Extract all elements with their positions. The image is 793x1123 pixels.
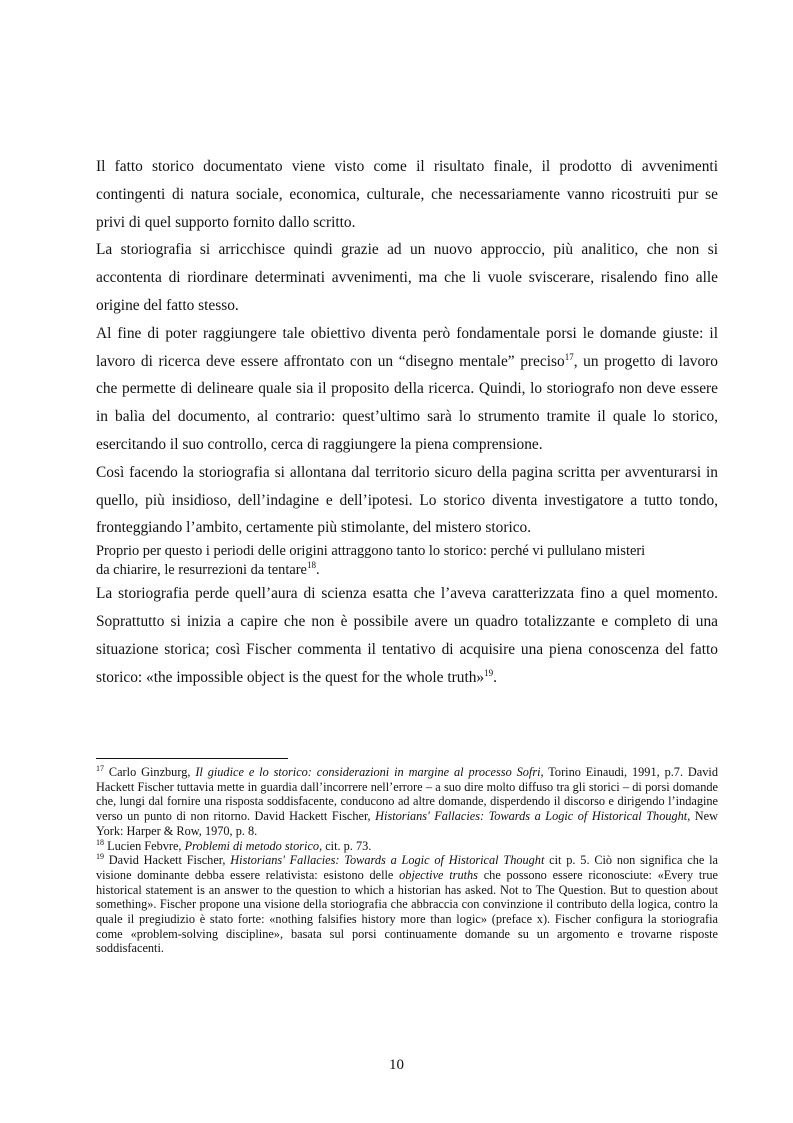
footnote-ref-17: 17 — [564, 351, 574, 362]
paragraph-5-text: La storiografia perde quell’aura di scienza esatta che l’aveva caratterizzata fino a quel momento. Soprattutto si inizia a capire che non è possibile avere un quadro totalizzante e completo di una situazione storica; così Fischer commenta il tentativo di acquisire una piena conoscenza del fatto storico: «the impossible object is the quest for the whole truth» — [96, 585, 718, 686]
footnote-ref-19: 19 — [484, 667, 494, 678]
footnote-19-number: 19 — [96, 852, 104, 862]
block-quote — [96, 542, 652, 580]
footnote-17-title-2: Historians' Fallacies: Towards a Logic of Historical Thought — [375, 809, 688, 824]
footnote-17-rest: , Torino Einaudi, 1991, p.7. David Hackett Fischer tuttavia mette in guardia dall’incorrere nell’errore – a suo dire molto diffuso tra gli storici – di porsi domande che, lungi dal fornire una risposta soddisfacente, conducono ad altre domande, disperdendo il discorso e dirigendo l’indagine verso un punto di non ritorno. David Hackett Fischer, — [96, 765, 718, 824]
footnote-19-title: Historians' Fallacies: Towards a Logic of Historical Thought — [230, 853, 545, 868]
footnotes — [96, 765, 718, 956]
block-quote-end: . — [315, 562, 320, 579]
page-number: 10 — [389, 1057, 404, 1073]
footnote-19-author: David Hackett Fischer, — [104, 853, 231, 868]
block-quote-text: Proprio per questo i periodi delle origini attraggono tanto lo storico: perché vi pullulano misteri da chiarire, le resurrezioni da tentare — [96, 543, 646, 579]
footnote-17-author: Carlo Ginzburg, — [104, 765, 196, 779]
footnote-18-author: Lucien Febvre, — [104, 838, 185, 853]
paragraph-1: Il fatto storico documentato viene visto come il risultato finale, il prodotto di avvenimenti contingenti di natura sociale, economica, culturale, che necessariamente vanno ricostruiti pur se privi di quel supporto fornito dallo scritto. — [96, 158, 718, 231]
paragraph-5-end: . — [493, 668, 497, 686]
footnote-17-rest-2: , New York: Harper & Row, 1970, p. 8. — [96, 809, 719, 838]
footnote-18-title: Problemi di metodo storico — [184, 838, 320, 853]
footnote-separator — [96, 758, 288, 759]
footnote-18 — [96, 839, 718, 854]
footnote-ref-18: 18 — [306, 560, 316, 571]
footnote-17 — [96, 765, 718, 839]
footnote-19-rest-2: che possono essere riconosciute: «Every true historical statement is an answer to the question to which a historian has asked. Not to The Question. But to question about something». Fischer propone una visione della storiografia che abbraccia con convinzione il contributo della logica, contro la quale il pregiudizio è stato forte: «nothing falsifies history more than logic» (preface x). Fischer configura la storiografia come «problem-solving discipline», basata sul porsi continuamente domande su un argomento e trovarne risposte soddisfacenti. — [96, 867, 718, 956]
paragraph-4: Così facendo la storiografia si allontana dal territorio sicuro della pagina scritta per avventurarsi in quello, più insidioso, dell’indagine e dell’ipotesi. Lo storico diventa investigatore a tutto tondo, fronteggiando l’ambito, certamente più stimolante, del mistero storico. — [96, 463, 718, 537]
paragraph-5 — [96, 580, 718, 691]
paragraph-3-text-b: , un progetto di lavoro che permette di delineare quale sia il proposito della ricerca. Quindi, lo storiografo non deve essere in balìa del documento, al contrario: quest’ultimo sarà lo strumento tramite il quale lo storico, esercitando il suo controllo, cerca di raggiungere la piena comprensione. — [96, 352, 718, 453]
paragraph-2: La storiografia si arricchisce quindi grazie ad un nuovo approccio, più analitico, che non si accontenta di riordinare determinati avvenimenti, ma che li vuole sviscerare, risalendo fino alle origine del fatto stesso. — [96, 241, 718, 314]
paragraph-3 — [96, 320, 718, 459]
footnote-17-number: 17 — [96, 763, 104, 773]
footnote-17-title: Il giudice e lo storico: considerazioni in margine al processo Sofri — [195, 765, 541, 779]
footnote-19-italic: objective truths — [399, 867, 478, 882]
footnote-19-rest: cit p. 5. Ciò non significa che la visione dominante debba essere relativista: esistono delle — [96, 853, 719, 882]
footnote-18-number: 18 — [96, 837, 104, 847]
footnote-19 — [96, 853, 718, 956]
footnote-18-rest: , cit. p. 73. — [319, 838, 372, 853]
body-text — [96, 153, 718, 691]
paragraph-3-text-a: Al fine di poter raggiungere tale obiettivo diventa però fondamentale porsi le domande giuste: il lavoro di ricerca deve essere affrontato con un “disegno mentale” preciso — [96, 324, 718, 370]
